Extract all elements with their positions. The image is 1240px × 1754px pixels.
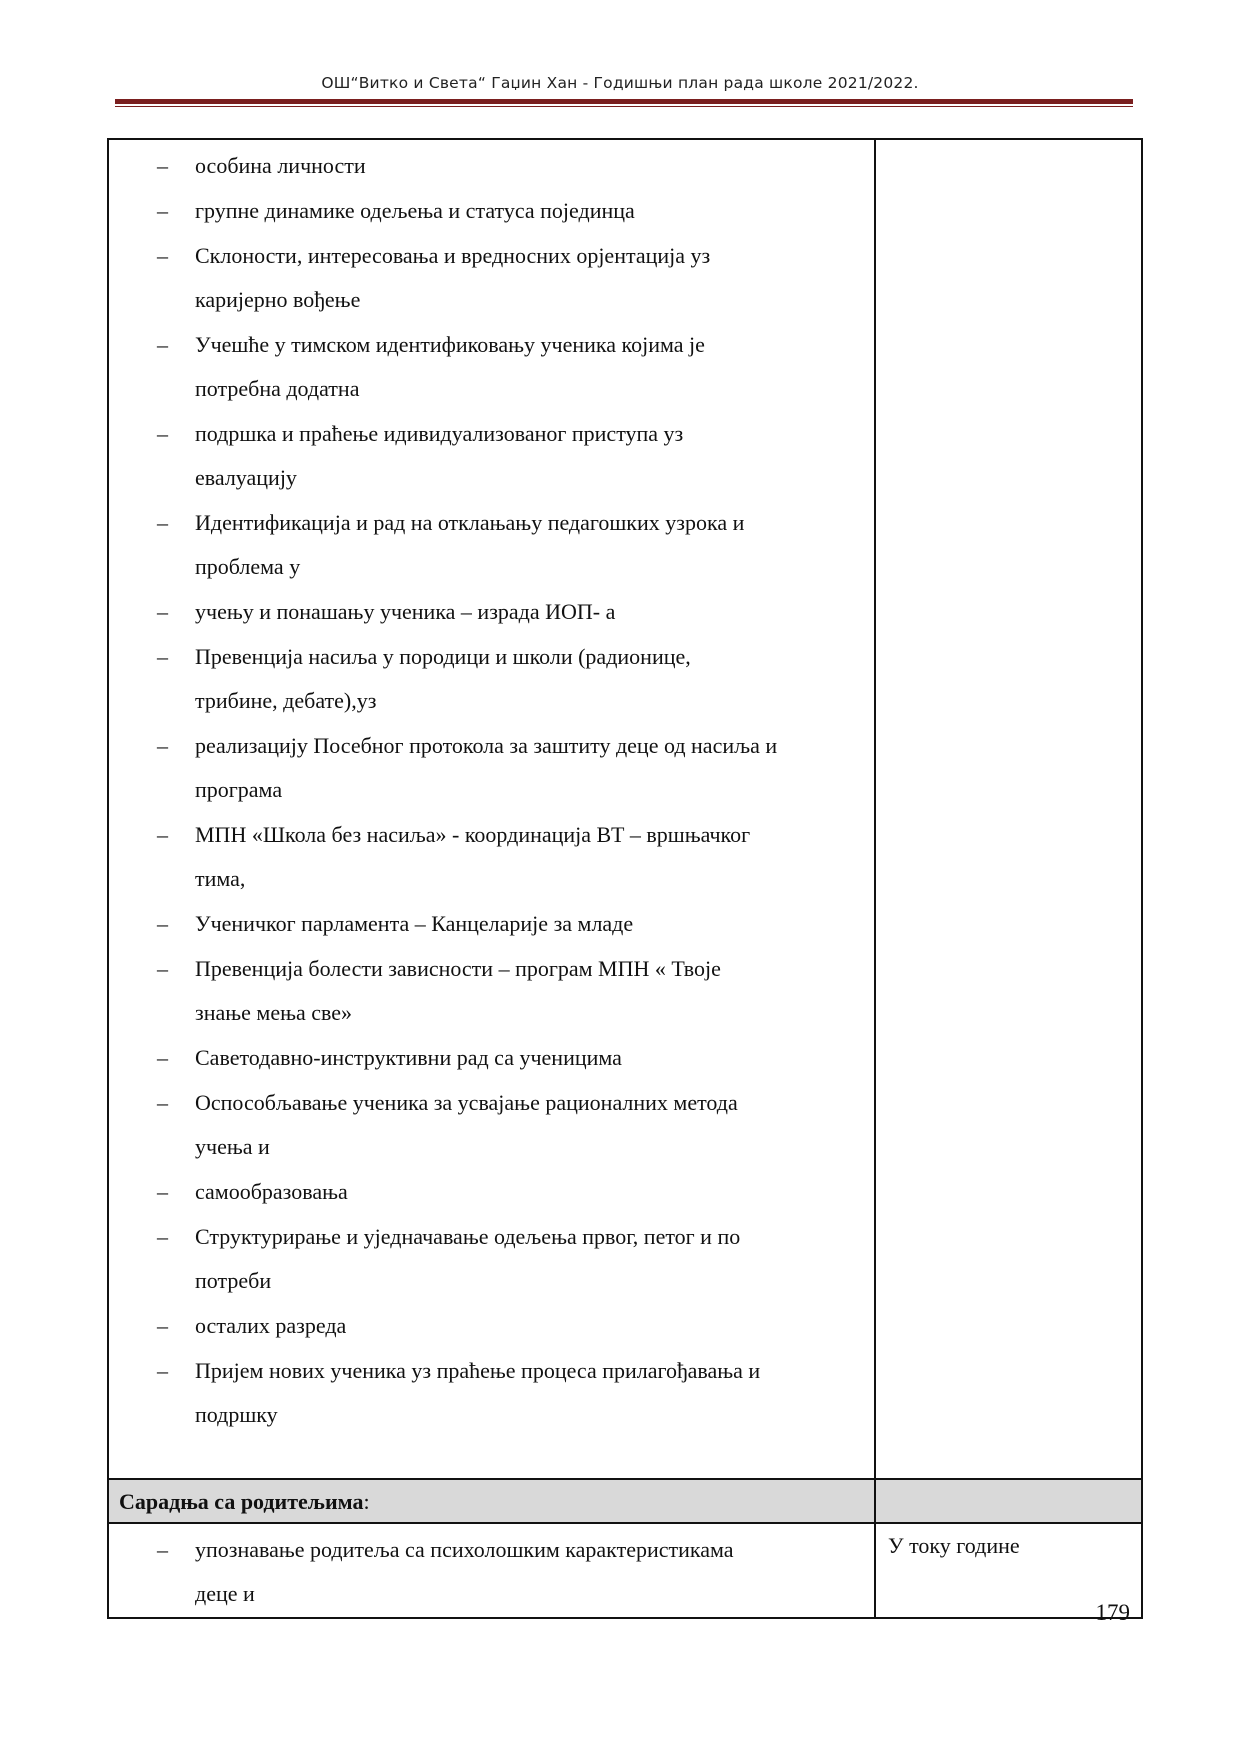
dash-bullet: – <box>157 1179 168 1204</box>
list-item-line: Превенција болести зависности – програм МПН « Твоје <box>195 956 721 981</box>
parents-list <box>109 1524 874 1616</box>
header-rule-thin <box>115 106 1133 107</box>
list-item-line: Склоности, интересовања и вредносних орјентација уз <box>195 243 711 268</box>
section-title <box>109 1480 874 1518</box>
page-number: 179 <box>1095 1600 1130 1625</box>
dash-bullet: – <box>157 153 168 178</box>
list-item <box>109 902 866 946</box>
list-item-line: Учешће у тимском идентификовању ученика којима је <box>195 332 705 357</box>
activities-list <box>109 140 874 1478</box>
parents-list-item <box>109 1528 866 1616</box>
dash-bullet: – <box>157 332 168 357</box>
dash-bullet: – <box>157 822 168 847</box>
list-item-line: МПН «Школа без насиља» - координација ВТ – вршњачког <box>195 822 751 847</box>
dash-bullet: – <box>157 421 168 446</box>
activities-timing-cell <box>875 139 1142 1479</box>
page-header-title: ОШ“Витко и Света“ Гаџин Хан - Годишњи план рада школе 2021/2022. <box>321 74 919 92</box>
timing-text: У току године <box>888 1533 1020 1558</box>
list-item-line: упознавање родитеља са психолошким карактеристикама <box>195 1537 734 1562</box>
list-item-line: самообразовања <box>195 1179 348 1204</box>
list-item <box>109 234 866 322</box>
list-item <box>109 813 866 901</box>
list-item <box>109 1304 866 1348</box>
list-item <box>109 501 866 589</box>
dash-bullet: – <box>157 733 168 758</box>
list-item <box>109 1349 866 1437</box>
dash-bullet: – <box>157 1090 168 1115</box>
section-header-row <box>108 1479 1142 1523</box>
list-item <box>109 189 866 233</box>
list-item-line: Пријем нових ученика уз праћење процеса прилагођавања и <box>195 1358 761 1383</box>
parents-activity-cell <box>108 1523 875 1618</box>
list-item <box>109 590 866 634</box>
list-item-line: осталих разреда <box>195 1313 347 1338</box>
list-item-line: Ученичког парламента – Канцеларије за младе <box>195 911 634 936</box>
section-header-empty-cell <box>875 1479 1142 1523</box>
list-item-line: Идентификација и рад на отклањању педагошких узрока и <box>195 510 745 535</box>
activities-cell <box>108 139 875 1479</box>
list-item <box>109 947 866 1035</box>
list-item <box>109 724 866 812</box>
activities-row <box>108 139 1142 1479</box>
header-rule-thick <box>115 99 1133 104</box>
dash-bullet: – <box>157 1537 168 1562</box>
list-item-line: потребна додатна <box>195 376 360 401</box>
list-item-line: групне динамике одељења и статуса појединца <box>195 198 635 223</box>
list-item <box>109 1081 866 1169</box>
list-item-line: подршку <box>195 1402 278 1427</box>
dash-bullet: – <box>157 1358 168 1383</box>
dash-bullet: – <box>157 911 168 936</box>
section-title-colon: : <box>363 1489 370 1514</box>
plan-table <box>107 138 1143 1619</box>
list-item <box>109 144 866 188</box>
list-item <box>109 412 866 500</box>
list-item-line: учења и <box>195 1134 270 1159</box>
list-item-line: Саветодавно-инструктивни рад са ученицима <box>195 1045 622 1070</box>
list-item <box>109 1036 866 1080</box>
list-item-line: трибине, дебате),уз <box>195 688 377 713</box>
list-item-line: Оспособљавање ученика за усвајање рационалних метода <box>195 1090 738 1115</box>
list-item-line: Структурирање и уједначавање одељења првог, петог и по <box>195 1224 741 1249</box>
dash-bullet: – <box>157 644 168 669</box>
list-item-line: каријерно вођење <box>195 287 361 312</box>
dash-bullet: – <box>157 956 168 981</box>
list-item <box>109 1215 866 1303</box>
dash-bullet: – <box>157 1313 168 1338</box>
dash-bullet: – <box>157 1224 168 1249</box>
list-item-line: тима, <box>195 866 246 891</box>
dash-bullet: – <box>157 599 168 624</box>
list-item <box>109 635 866 723</box>
dash-bullet: – <box>157 243 168 268</box>
section-title-text: Сарадња са родитељима <box>119 1489 364 1514</box>
list-item-line: потреби <box>195 1268 272 1293</box>
list-item-line: подршка и праћење идивидуализованог приступа уз <box>195 421 684 446</box>
dash-bullet: – <box>157 1045 168 1070</box>
list-item <box>109 323 866 411</box>
list-item-line: учењу и понашању ученика – израда ИОП- а <box>195 599 616 624</box>
list-item-line: знање мења све» <box>195 1000 353 1025</box>
parents-row <box>108 1523 1142 1618</box>
dash-bullet: – <box>157 198 168 223</box>
section-header-cell <box>108 1479 875 1523</box>
list-item-line: деце и <box>195 1581 255 1606</box>
list-item-line: проблема у <box>195 554 301 579</box>
list-item-line: евалуацију <box>195 465 297 490</box>
list-item-line: програма <box>195 777 283 802</box>
list-item-line: особина личности <box>195 153 366 178</box>
list-item-line: реализацију Посебног протокола за заштиту деце од насиља и <box>195 733 778 758</box>
list-item-line: Превенција насиља у породици и школи (радионице, <box>195 644 691 669</box>
list-item <box>109 1170 866 1214</box>
dash-bullet: – <box>157 510 168 535</box>
